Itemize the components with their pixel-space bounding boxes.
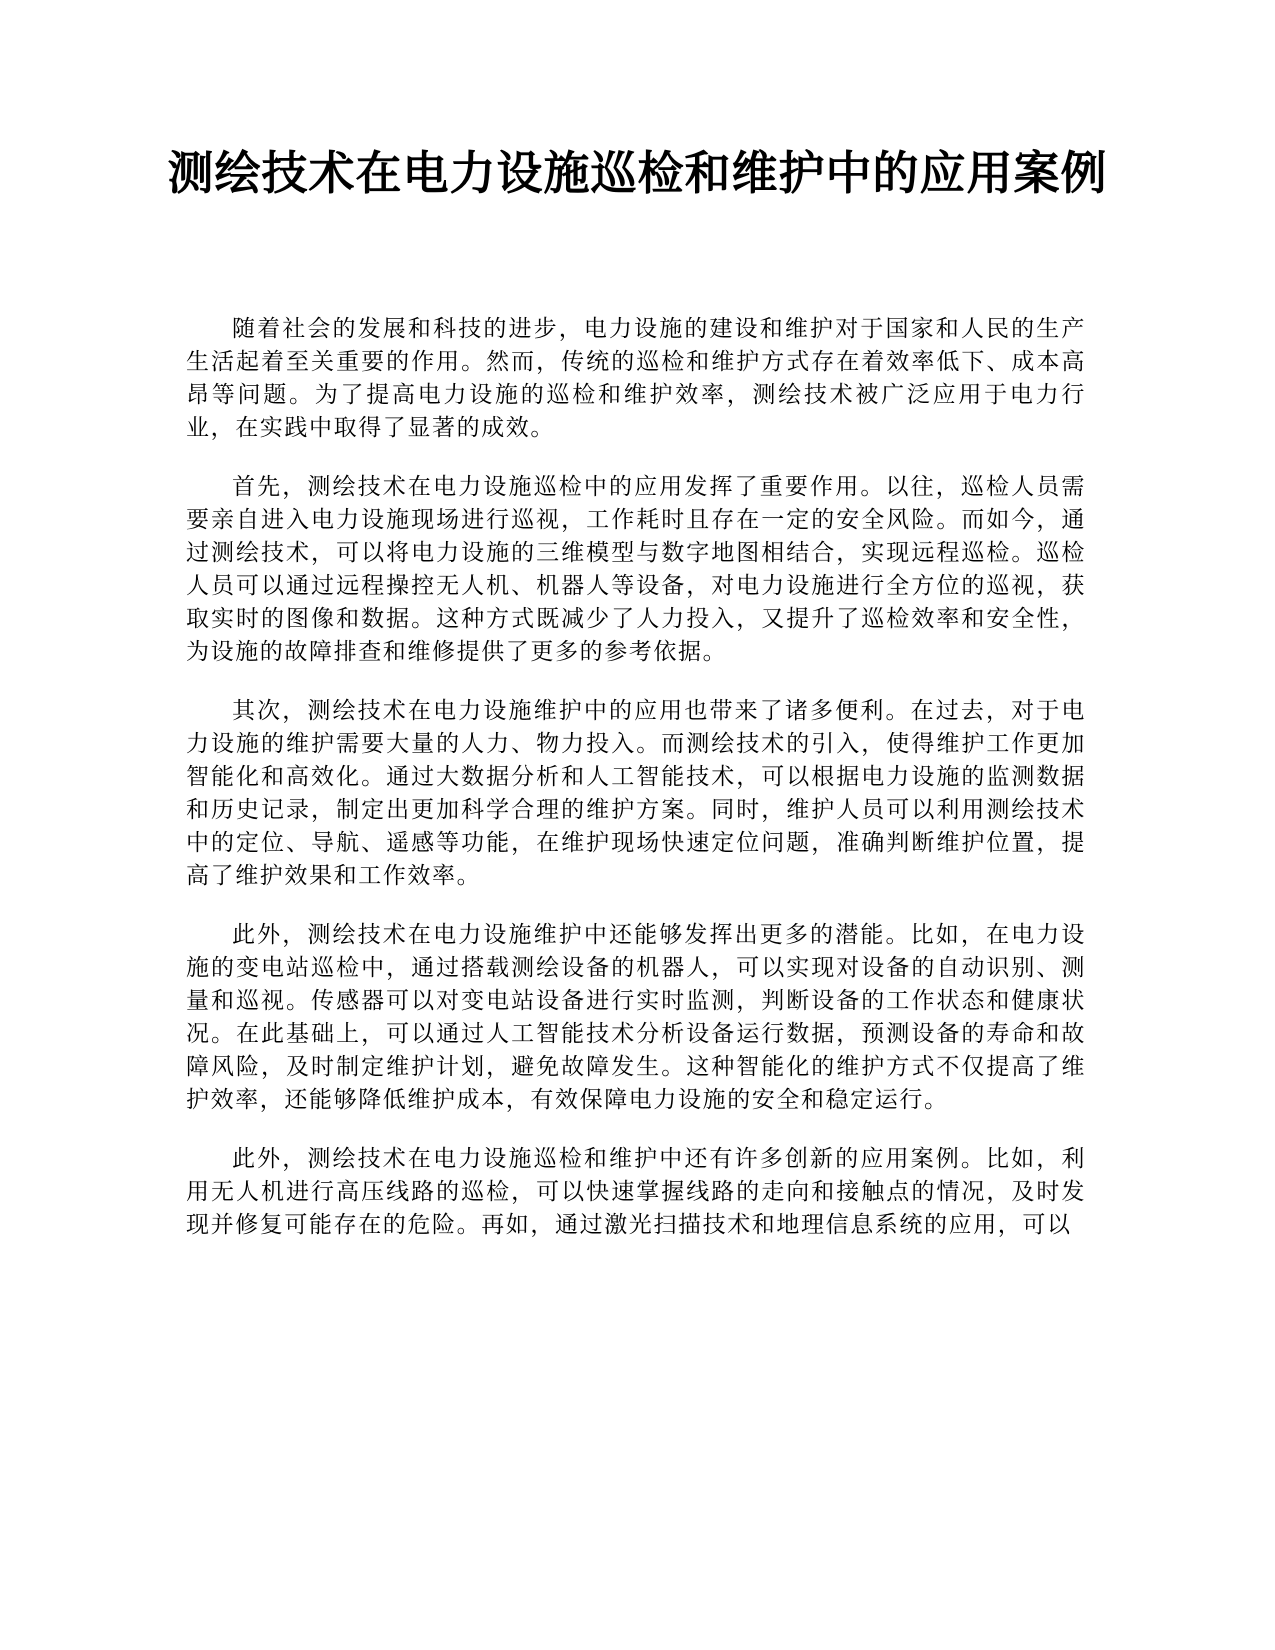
paragraph: 其次，测绘技术在电力设施维护中的应用也带来了诸多便利。在过去，对于电力设施的维护需要大量的人力、物力投入。而测绘技术的引入，使得维护工作更加智能化和高效化。通过大数据分析和人工智能技术，可以根据电力设施的监测数据和历史记录，制定出更加科学合理的维护方案。同时，维护人员可以利用测绘技术中的定位、导航、遥感等功能，在维护现场快速定位问题，准确判断维护位置，提高了维护效果和工作效率。 xyxy=(186,698,1086,889)
document-title: 测绘技术在电力设施巡检和维护中的应用案例 xyxy=(167,146,1108,200)
paragraph: 此外，测绘技术在电力设施维护中还能够发挥出更多的潜能。比如，在电力设施的变电站巡检中，通过搭载测绘设备的机器人，可以实现对设备的自动识别、测量和巡视。传感器可以对变电站设备进行实时监测，判断设备的工作状态和健康状况。在此基础上，可以通过人工智能技术分析设备运行数据，预测设备的寿命和故障风险，及时制定维护计划，避免故障发生。这种智能化的维护方式不仅提高了维护效率，还能够降低维护成本，有效保障电力设施的安全和稳定运行。 xyxy=(186,922,1086,1113)
paragraph: 此外，测绘技术在电力设施巡检和维护中还有许多创新的应用案例。比如，利用无人机进行高压线路的巡检，可以快速掌握线路的走向和接触点的情况，及时发现并修复可能存在的危险。再如，通过激光扫描技术和地理信息系统的应用，可以 xyxy=(186,1146,1086,1238)
document-body xyxy=(186,313,1086,1242)
paragraph: 首先，测绘技术在电力设施巡检中的应用发挥了重要作用。以往，巡检人员需要亲自进入电力设施现场进行巡视，工作耗时且存在一定的安全风险。而如今，通过测绘技术，可以将电力设施的三维模型与数字地图相结合，实现远程巡检。巡检人员可以通过远程操控无人机、机器人等设备，对电力设施进行全方位的巡视，获取实时的图像和数据。这种方式既减少了人力投入，又提升了巡检效率和安全性，为设施的故障排查和维修提供了更多的参考依据。 xyxy=(186,474,1086,665)
paragraph: 随着社会的发展和科技的进步，电力设施的建设和维护对于国家和人民的生产生活起着至关重要的作用。然而，传统的巡检和维护方式存在着效率低下、成本高昂等问题。为了提高电力设施的巡检和维护效率，测绘技术被广泛应用于电力行业，在实践中取得了显著的成效。 xyxy=(186,316,1086,441)
